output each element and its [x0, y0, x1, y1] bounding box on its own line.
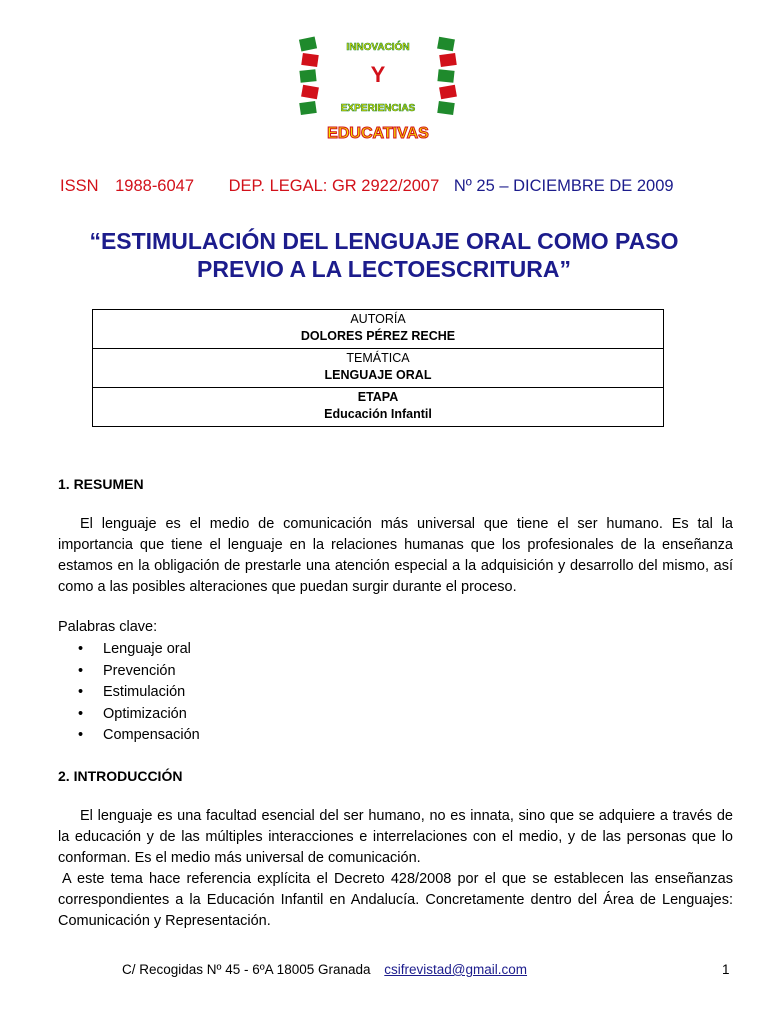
logo-base-word: EDUCATIVAS — [327, 125, 429, 142]
issue-number: Nº 25 – DICIEMBRE DE 2009 — [453, 177, 674, 195]
magazine-logo — [292, 32, 464, 144]
footer-email-link[interactable]: csifrevistad@gmail.com — [384, 962, 528, 977]
section-heading-resumen: 1. RESUMEN — [58, 476, 144, 492]
introduccion-paragraph-2: A este tema hace referencia explícita el Decreto 428/2008 por el que se establecen las enseñanzas correspondientes a la Educación Infantil en Andalucía. Concretamente dentro del Área de Lenguajes: Comunicación y Representación. — [58, 871, 733, 929]
autoria-label: AUTORÍA — [350, 312, 406, 326]
publication-info — [60, 177, 720, 196]
logo-right-column — [437, 37, 457, 115]
logo-middle-word: Y — [370, 62, 386, 87]
issn-value: 1988-6047 — [115, 177, 195, 195]
autoria-value: DOLORES PÉREZ RECHE — [300, 329, 456, 343]
meta-row-autoria — [93, 310, 664, 349]
issn-label: ISSN — [60, 177, 99, 195]
keyword-item: • Prevención — [58, 661, 200, 683]
title-line-1: “ESTIMULACIÓN DEL LENGUAJE ORAL COMO PASO — [89, 228, 679, 254]
tematica-value: LENGUAJE ORAL — [324, 368, 432, 382]
footer-address: C/ Recogidas Nº 45 - 6ºA 18005 Granada — [122, 962, 371, 977]
resumen-body — [58, 514, 733, 598]
introduccion-paragraph-1: El lenguaje es una facultad esencial del ser humano, no es innata, sino que se adquiere a través de la educación y de las múltiples interacciones e interrelaciones con el medio, y de las personas que lo conforman. Es el medio más universal de comunicación. — [58, 808, 733, 866]
keyword-item: • Optimización — [58, 704, 200, 726]
page-footer — [122, 962, 527, 977]
resumen-paragraph: El lenguaje es el medio de comunicación más universal que tiene el ser humano. Es tal la importancia que tiene el lenguaje en la relaciones humanas que los profesionales de la enseñanza estamos en la obligación de prestarle una atención especial a la adquisición y desarrollo del mismo, así como a las posibles alteraciones que puedan surgir durante el proceso. — [58, 516, 733, 595]
title-line-2: PREVIO A LA LECTOESCRITURA” — [197, 256, 571, 282]
introduccion-body — [58, 806, 733, 932]
etapa-value: Educación Infantil — [324, 407, 432, 421]
section-heading-introduccion: 2. INTRODUCCIÓN — [58, 768, 183, 784]
logo-bottom-word: EXPERIENCIAS — [340, 103, 416, 114]
keyword-item: • Lenguaje oral — [58, 639, 200, 661]
keywords-list — [58, 639, 200, 747]
legal-deposit: DEP. LEGAL: GR 2922/2007 — [228, 177, 440, 195]
etapa-label: ETAPA — [357, 390, 399, 404]
logo-graphic — [292, 32, 464, 144]
article-meta-table — [92, 309, 664, 427]
keyword-item: • Estimulación — [58, 682, 200, 704]
logo-left-column — [299, 36, 319, 115]
article-title — [40, 227, 728, 283]
page-number: 1 — [722, 962, 730, 977]
tematica-label: TEMÁTICA — [346, 351, 410, 365]
logo-top-word: INNOVACIÓN — [346, 42, 410, 53]
meta-row-tematica — [93, 349, 664, 388]
keyword-item: • Compensación — [58, 725, 200, 747]
keywords-label: Palabras clave: — [58, 619, 158, 635]
meta-row-etapa — [93, 388, 664, 427]
